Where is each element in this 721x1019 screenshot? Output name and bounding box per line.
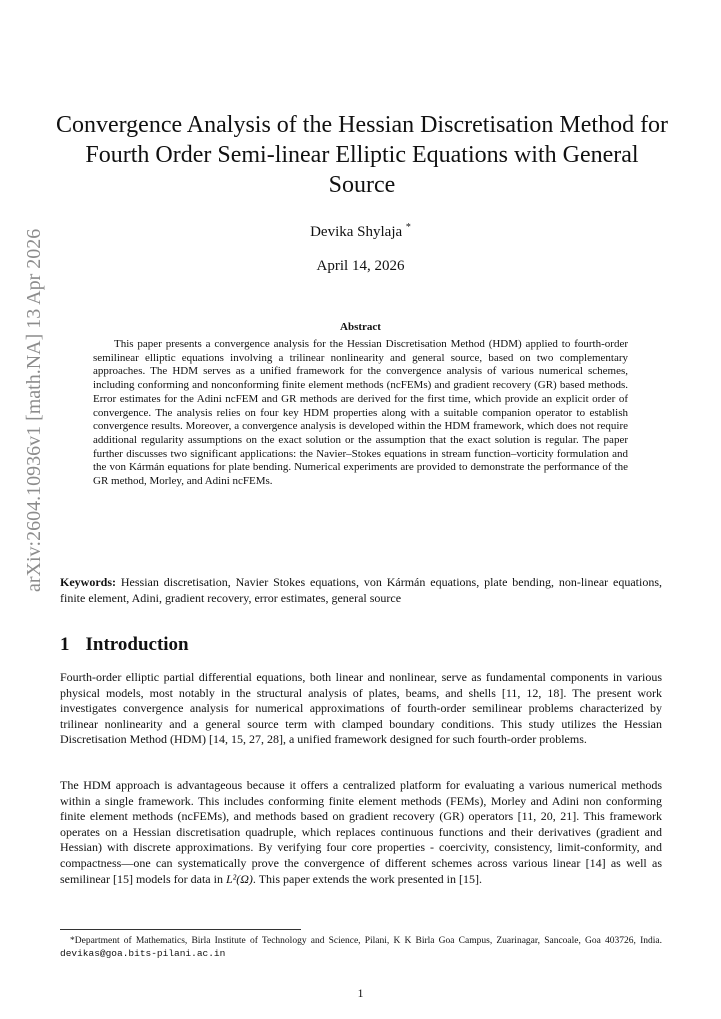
math-expression: L²(Ω)	[225, 871, 253, 886]
abstract-body: This paper presents a convergence analysis for the Hessian Discretisation Method (HDM) applied to fourth-order semilinear elliptic equations involving a trilinear nonlinearity and general source, based on two complementary approaches. The HDM serves as a unified framework for the convergence analysis of various numerical schemes, including conforming and nonconforming finite element methods (ncFEMs) and gradient recovery (GR) based methods. Error estimates for the Adini ncFEM and GR methods are derived for the first time, which provide an explicit order of convergence. The analysis relies on four key HDM properties along with a suitable companion operator to establish convergence results. Moreover, a convergence analysis is developed within the HDM framework, which does not require additional regularity assumptions on the exact solution or the assumption that the exact solution is regular. The paper further discusses two significant applications: the Navier–Stokes equations in stream function–vorticity formulation and the von Kármán equations for plate bending. Numerical experiments are provided to demonstrate the performance of the GR method, Morley, and Adini ncFEMs.	[93, 338, 628, 488]
section-heading	[60, 634, 205, 656]
footnote	[60, 935, 662, 960]
footnote-text: *Department of Mathematics, Birla Institute of Technology and Science, Pilani, K K Birla Goa Campus, Zuarinagar, Sancoale, Goa 403726, India.	[70, 936, 662, 946]
keywords-text: Hessian discretisation, Navier Stokes equations, von Kármán equations, plate bending, non-linear equations, finite element, Adini, gradient recovery, error estimates, general source	[60, 575, 662, 605]
intro-paragraph-2	[60, 778, 662, 887]
paragraph-2-text: The HDM approach is advantageous because it offers a centralized platform for evaluating a various numerical methods within a single framework. This includes conforming finite element methods (FEMs), Morley and Adini non conforming finite element methods (ncFEMs), and methods based on gradient recovery (GR) operators [11, 20, 21]. This framework operates on a Hessian discretisation quadruple, which replaces continuous functions and their derivatives (gradient and Hessian) with discrete approximations. By verifying four core properties - coercivity, consistency, limit-conformity, and compactness—one can systematically prove the convergence of different schemes across various linear [14] as well as semilinear [15] models for data in	[60, 778, 662, 886]
section-number: 1	[60, 634, 70, 655]
footnote-email[interactable]: devikas@goa.bits-pilani.ac.in	[60, 947, 226, 959]
arxiv-identifier: arXiv:2604.10936v1 [math.NA] 13 Apr 2026	[23, 228, 45, 592]
author-name: Devika Shylaja	[310, 224, 403, 240]
author-line	[120, 222, 601, 241]
author-footnote-mark[interactable]: *	[405, 222, 411, 233]
page-number: 1	[357, 986, 364, 1000]
footnote-rule	[60, 929, 301, 930]
abstract-heading: Abstract	[340, 321, 381, 333]
section-title: Introduction	[85, 634, 189, 655]
paper-date: April 14, 2026	[316, 258, 405, 274]
paragraph-2-tail: . This paper extends the work presented in [15].	[252, 871, 482, 886]
keywords	[60, 574, 662, 606]
intro-paragraph: Fourth-order elliptic partial differential equations, both linear and nonlinear, serve as fundamental components in various physical models, most notably in the structural analysis of plates, beams, and shells [11, 12, 18]. The present work investigates convergence analysis for numerical approximations of fourth-order semilinear problems characterized by trilinear nonlinearity and a general source term with clamped boundary conditions. This study utilizes the Hessian Discretisation Method (HDM) [14, 15, 27, 28], a unified framework designed for such fourth-order problems.	[60, 670, 662, 747]
paper-title: Convergence Analysis of the Hessian Discretisation Method for Fourth Order Semi-linear Elliptic Equations with General Source	[55, 112, 669, 198]
keywords-label: Keywords:	[60, 575, 116, 589]
